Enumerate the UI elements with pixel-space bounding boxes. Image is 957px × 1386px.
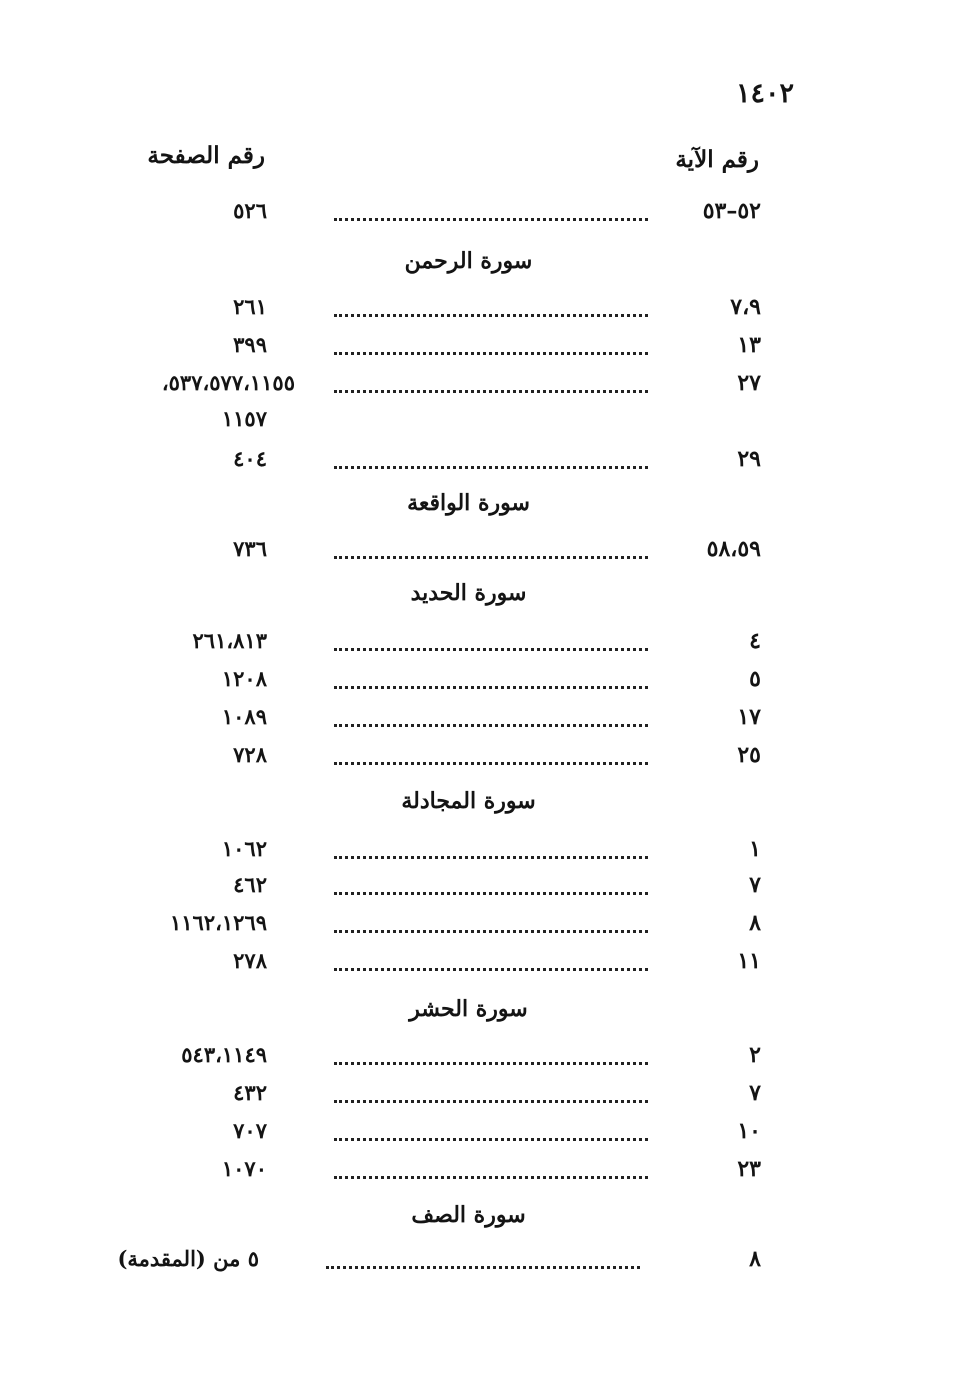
verse-number-header: رقم الآية — [675, 146, 759, 173]
surah-heading: سورة الرحمن — [404, 248, 533, 274]
verse-number: ٢ — [749, 1042, 761, 1068]
dot-leader — [334, 1176, 648, 1179]
index-row — [0, 742, 957, 776]
verse-number: ٨ — [749, 1246, 761, 1272]
index-row — [0, 446, 957, 480]
dot-leader — [334, 466, 648, 469]
verse-number: ١٣ — [737, 332, 761, 358]
page-number: ١٤٠٢ — [736, 78, 795, 109]
page-ref: ١٠٦٢ — [221, 836, 267, 861]
index-row — [0, 666, 957, 700]
index-row — [0, 628, 957, 662]
index-row — [0, 910, 957, 944]
page-ref: ١٠٨٩ — [221, 704, 267, 729]
dot-leader — [334, 762, 648, 765]
verse-number: ٧،٩ — [730, 294, 761, 320]
verse-number: ١٧ — [737, 704, 761, 730]
index-row — [0, 948, 957, 982]
index-row — [0, 1118, 957, 1152]
page-ref: ١٠٧٠ — [221, 1156, 267, 1181]
dot-leader — [334, 648, 648, 651]
index-row — [0, 332, 957, 366]
dot-leader — [334, 968, 648, 971]
surah-heading: سورة المجادلة — [401, 788, 536, 814]
dot-leader — [334, 314, 648, 317]
index-row-continuation — [0, 406, 957, 440]
page-ref: ٣٩٩ — [233, 332, 267, 357]
surah-heading: سورة الحشر — [409, 996, 528, 1022]
page-ref: ٧٠٧ — [233, 1118, 267, 1143]
dot-leader — [334, 352, 648, 355]
index-row — [0, 1042, 957, 1076]
page-ref: ٤٠٤ — [233, 446, 267, 471]
dot-leader — [334, 856, 648, 859]
page-ref: ٢٦١ — [233, 294, 267, 319]
index-row — [0, 872, 957, 906]
verse-number: ٥ — [749, 666, 761, 692]
page-ref: ٥٤٣،١١٤٩ — [181, 1042, 267, 1067]
page-ref: ٧٢٨ — [233, 742, 267, 767]
dot-leader — [334, 1062, 648, 1065]
verse-number: ٤ — [749, 628, 761, 654]
page-ref: ٤٣٢ — [233, 1080, 267, 1105]
page-ref: ١١٦٢،١٢٦٩ — [169, 910, 267, 935]
dot-leader — [334, 892, 648, 895]
verse-number: ٢٥ — [737, 742, 761, 768]
dot-leader — [334, 390, 648, 393]
verse-number: ١ — [749, 836, 761, 862]
verse-number: ١١ — [737, 948, 761, 974]
index-row — [0, 1156, 957, 1190]
page-ref: ٢٧٨ — [233, 948, 267, 973]
dot-leader — [334, 218, 648, 221]
surah-heading: سورة الصف — [411, 1202, 526, 1228]
verse-number: ٨ — [749, 910, 761, 936]
page-ref: ٥٢٦ — [233, 198, 267, 223]
surah-heading: سورة الحديد — [410, 580, 527, 606]
dot-leader — [334, 686, 648, 689]
index-row — [0, 294, 957, 328]
verse-number: ١٠ — [737, 1118, 761, 1144]
surah-heading: سورة الواقعة — [407, 490, 530, 516]
page-ref: ٤٦٢ — [233, 872, 267, 897]
index-row — [0, 370, 957, 404]
page-ref: ٧٣٦ — [233, 536, 267, 561]
index-row — [0, 198, 957, 232]
dot-leader — [326, 1266, 640, 1269]
dot-leader — [334, 556, 648, 559]
page-ref: ٥ من (المقدمة) — [117, 1246, 259, 1271]
verse-number: ٢٩ — [737, 446, 761, 472]
page-number-header: رقم الصفحة — [147, 142, 265, 169]
index-row — [0, 1080, 957, 1114]
index-row — [0, 1246, 957, 1280]
dot-leader — [334, 1138, 648, 1141]
verse-number: ٧ — [749, 872, 761, 898]
page-ref: ١٢٠٨ — [221, 666, 267, 691]
verse-number: ٥٢–٥٣ — [702, 198, 761, 224]
verse-number: ٥٨،٥٩ — [706, 536, 761, 562]
dot-leader — [334, 724, 648, 727]
dot-leader — [334, 930, 648, 933]
page-ref: ١١٥٧ — [221, 406, 267, 431]
verse-number: ٢٧ — [737, 370, 761, 396]
index-row — [0, 536, 957, 570]
dot-leader — [334, 1100, 648, 1103]
index-row — [0, 704, 957, 738]
page-ref: ٢٦١،٨١٣ — [192, 628, 267, 653]
verse-number: ٧ — [749, 1080, 761, 1106]
index-row — [0, 836, 957, 870]
verse-number: ٢٣ — [737, 1156, 761, 1182]
page-ref: ٥٣٧،٥٧٧،١١٥٥، — [161, 370, 295, 395]
